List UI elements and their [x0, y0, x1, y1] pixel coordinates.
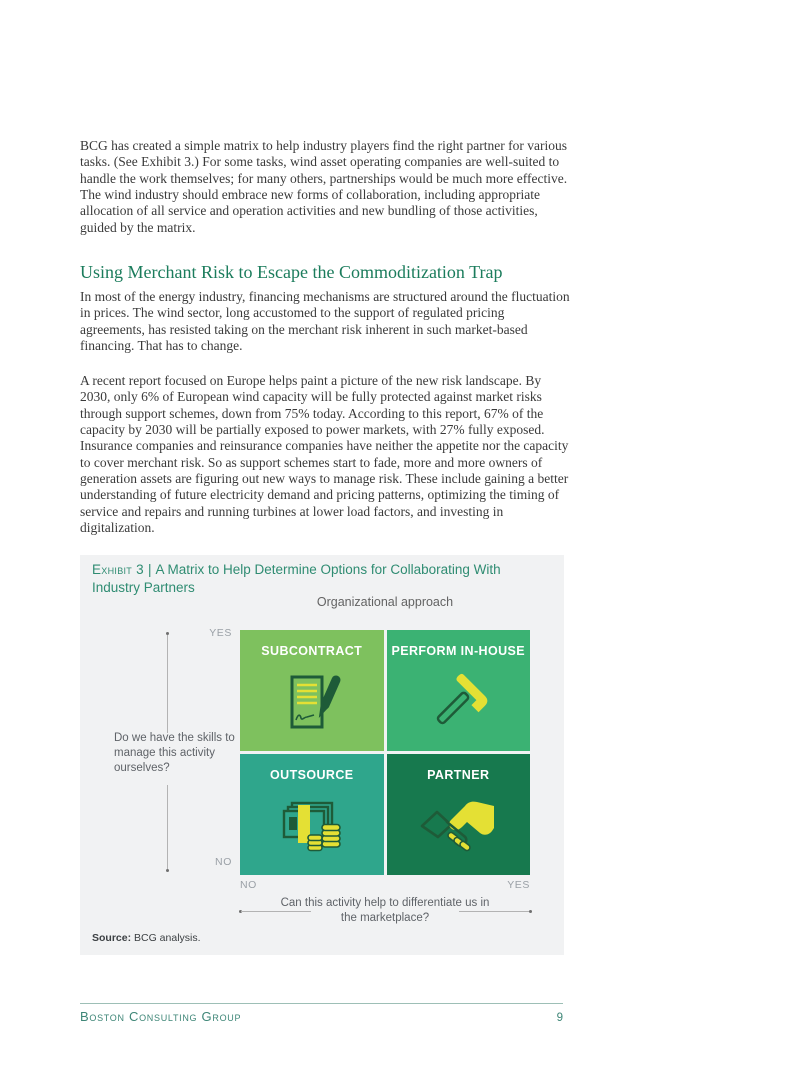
section-heading: Using Merchant Risk to Escape the Commoditization Trap	[80, 262, 503, 282]
exhibit-title-text: A Matrix to Help Determine Options for Collaborating With Industry Partners	[92, 562, 501, 595]
footer-brand: Boston Consulting Group	[80, 1009, 242, 1024]
quadrant-label: PERFORM IN-HOUSE	[391, 644, 525, 658]
matrix-top-axis-title: Organizational approach	[316, 595, 454, 609]
banknotes-coins-icon	[280, 801, 344, 853]
exhibit-3-panel	[80, 555, 564, 955]
quadrant-perform-in-house	[387, 630, 531, 751]
quadrant-label: OUTSOURCE	[270, 768, 354, 782]
quadrant-subcontract	[240, 630, 384, 751]
x-axis-question: Can this activity help to differentiate us in the marketplace?	[280, 897, 490, 924]
page-number: 9	[556, 1012, 563, 1024]
x-axis-line-right	[459, 911, 529, 912]
source-text: BCG analysis.	[131, 932, 201, 944]
source-note	[92, 932, 201, 944]
risk-landscape-paragraph: A recent report focused on Europe helps paint a picture of the new risk landscape. By 2030, only 6% of European wind capacity will be fully protected against market risks through support schemes, down from 75% today. According to this report, 67% of the capacity by 2030 will be partially exposed to power markets, with 27% fully exposed. Insurance companies and reinsurance companies have neither the appetite nor the capacity to cover merchant risk. So as support schemes start to fade, more and more owners of generation assets are figuring out new ways to manage risk. These include gaining a better understanding of future electricity demand and pricing patterns, optimizing the timing of service and repairs and running turbines at lower load factors, and investing in digitalization.	[80, 373, 569, 536]
x-axis-no-label: NO	[240, 879, 257, 891]
y-axis-line-lower	[167, 785, 168, 869]
page-footer	[80, 1009, 563, 1024]
quadrant-label: PARTNER	[427, 768, 490, 782]
x-axis-right-dot	[529, 910, 532, 913]
y-axis-question: Do we have the skills to manage this activity ourselves?	[114, 732, 235, 774]
source-label: Source:	[92, 932, 132, 944]
footer-divider	[80, 1003, 563, 1004]
y-axis-line-upper	[167, 635, 168, 733]
merchant-risk-paragraph: In most of the energy industry, financing mechanisms are structured around the fluctuation in prices. The wind sector, long accustomed to the support of regulated pricing agreements, has resisted taking on the merchant risk inherent in such market-based financing. That has to change.	[80, 289, 570, 354]
exhibit-separator: |	[147, 562, 152, 577]
quadrant-partner	[387, 754, 531, 875]
y-axis-yes-label: YES	[209, 627, 232, 639]
hammer-icon	[428, 673, 488, 733]
exhibit-label: Exhibit 3	[92, 562, 144, 577]
collaboration-matrix	[240, 630, 530, 875]
intro-paragraph: BCG has created a simple matrix to help industry players find the right partner for various tasks. (See Exhibit 3.) For some tasks, wind asset operating companies are well-suited to handle the work themselves; for many others, partnerships would be much more effective. The wind industry should embrace new forms of collaboration, including appropriate allocation of all service and operation activities and new bundling of those activities, guided by the matrix.	[80, 138, 568, 235]
contract-pencil-icon	[280, 674, 344, 732]
quadrant-label: SUBCONTRACT	[261, 644, 363, 658]
handshake-icon	[420, 800, 496, 854]
quadrant-outsource	[240, 754, 384, 875]
exhibit-title	[92, 561, 550, 596]
x-axis-yes-label: YES	[507, 879, 530, 891]
y-axis-no-label: NO	[215, 856, 232, 868]
y-axis-bottom-dot	[166, 869, 169, 872]
